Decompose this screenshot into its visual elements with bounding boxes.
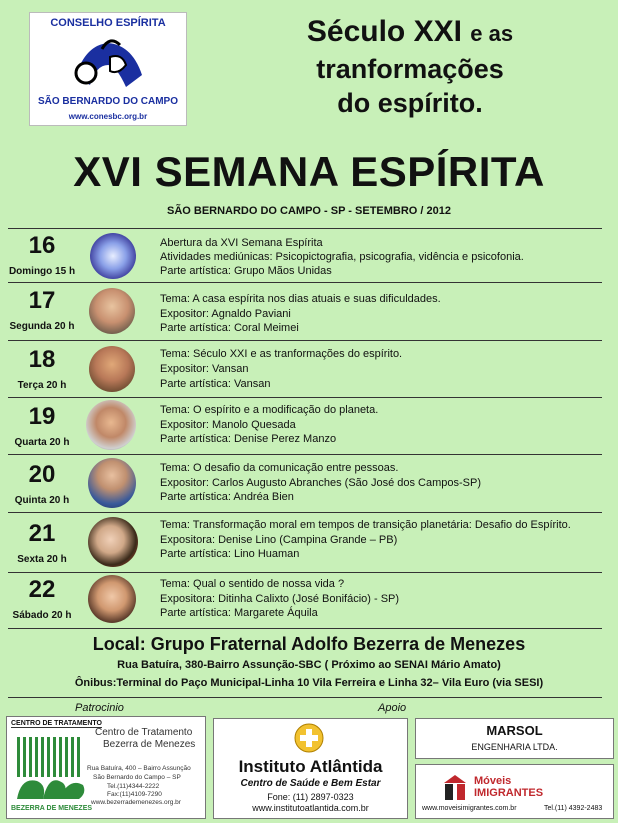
- bezerra-logo-icon: [13, 737, 89, 801]
- sponsor-sub: ENGENHARIA LTDA.: [471, 742, 558, 752]
- conselho-logo: [29, 12, 187, 126]
- headline-line2: tranformações: [316, 54, 504, 84]
- event-line: Expositor: Agnaldo Paviani: [160, 308, 291, 320]
- day-number: 17: [28, 287, 56, 314]
- event-line: Expositor: Manolo Quesada: [160, 419, 296, 431]
- day-name: Domingo 15 h: [8, 266, 76, 277]
- logo-top-text: CONSELHO ESPÍRITA: [50, 17, 166, 29]
- event-line: Parte artística: Lino Huaman: [160, 548, 300, 560]
- day-name: Sexta 20 h: [17, 554, 67, 565]
- event-line: Expositora: Denise Lino (Campina Grande – PB): [160, 534, 398, 546]
- sponsor-fax: Fax:(11)4109-7290: [107, 791, 162, 798]
- day-name: Segunda 20 h: [9, 321, 75, 332]
- event-line: Parte artística: Denise Perez Manzo: [160, 433, 337, 445]
- headline-line1-rest: e as: [470, 21, 514, 46]
- divider: [8, 340, 602, 341]
- speaker-photo: [89, 288, 135, 334]
- sponsor-name: IMIGRANTES: [474, 787, 544, 799]
- event-line: Expositora: Ditinha Calixto (José Bonifácio) - SP): [160, 593, 400, 605]
- location-title: Local: Grupo Fraternal Adolfo Bezerra de Menezes: [92, 634, 526, 654]
- speaker-photo: [86, 400, 136, 450]
- location-address: Rua Batuíra, 380-Bairro Assunção-SBC ( Próximo ao SENAI Mário Amato): [117, 659, 501, 671]
- event-line: Tema: A casa espírita nos dias atuais e suas dificuldades.: [160, 293, 441, 305]
- sponsor-marsol: [415, 718, 614, 759]
- speaker-photo: [88, 575, 136, 623]
- day-number: 22: [28, 576, 56, 603]
- logo-figure-icon: [66, 35, 150, 95]
- event-line: Abertura da XVI Semana Espírita: [160, 237, 323, 249]
- sponsor-tel: Tel.(11)4344-2222: [107, 783, 160, 790]
- logo-url: www.conesbc.org.br: [68, 112, 148, 121]
- day-number: 19: [28, 403, 56, 430]
- sponsor-name: Bezerra de Menezes: [103, 739, 196, 750]
- sponsor-web: www.bezerrademenezes.org.br: [91, 799, 181, 806]
- event-line: Parte artística: Margarete Áquila: [160, 607, 318, 619]
- day-number: 18: [28, 346, 56, 373]
- divider: [8, 454, 602, 455]
- sponsor-web: www.moveisimigrantes.com.br: [422, 805, 517, 812]
- event-line: Tema: Qual o sentido de nossa vida ?: [160, 578, 345, 590]
- atlantida-logo-icon: [294, 723, 324, 753]
- page-title: XVI SEMANA ESPÍRITA: [73, 148, 545, 195]
- bus-info: Ônibus:Terminal do Paço Municipal-Linha 10 Vila Ferreira e Linha 32– Vila Euro (via SESI): [74, 677, 544, 689]
- apoio-label: Apoio: [378, 702, 407, 714]
- sponsor-footer: BEZERRA DE MENEZES: [11, 805, 93, 812]
- patrocinio-label: Patrocinio: [75, 702, 124, 714]
- divider: [8, 697, 602, 698]
- sponsor-bezerra: [6, 716, 206, 819]
- event-line: Expositor: Carlos Augusto Abranches (São José dos Campos-SP): [160, 477, 481, 489]
- day-number: 21: [28, 520, 56, 547]
- event-line: Parte artística: Coral Meimei: [160, 322, 299, 334]
- sponsor-address: Rua Batuíra, 400 – Bairro Assunção: [87, 765, 191, 772]
- day-name: Quarta 20 h: [14, 437, 70, 448]
- sponsor-header: CENTRO DE TRATAMENTO: [11, 720, 102, 727]
- sponsor-web: www.institutoatlantida.com.br: [252, 803, 369, 813]
- headline: [205, 14, 615, 120]
- swirl-image: [90, 233, 136, 279]
- divider: [8, 397, 602, 398]
- page-subtitle: SÃO BERNARDO DO CAMPO - SP - SETEMBRO / 2012: [166, 205, 451, 217]
- event-line: Parte artística: Grupo Mãos Unidas: [160, 265, 332, 277]
- day-name: Quinta 20 h: [14, 495, 70, 506]
- sponsor-name: MARSOL: [486, 723, 543, 738]
- day-name: Terça 20 h: [17, 380, 67, 391]
- day-number: 16: [28, 232, 56, 259]
- day-number: 20: [28, 461, 56, 488]
- sponsor-tagline: Centro de Saúde e Bem Estar: [240, 778, 381, 789]
- sponsor-phone: Fone: (11) 2897-0323: [267, 792, 354, 802]
- event-line: Parte artística: Andréa Bien: [160, 491, 294, 503]
- speaker-photo: [89, 346, 135, 392]
- divider: [8, 572, 602, 573]
- event-line: Expositor: Vansan: [160, 363, 249, 375]
- speaker-photo: [88, 458, 136, 508]
- event-line: Tema: O espírito e a modificação do planeta.: [160, 404, 379, 416]
- divider: [8, 228, 602, 229]
- headline-line3: do espírito.: [337, 88, 483, 118]
- divider: [8, 282, 602, 283]
- day-name: Sábado 20 h: [12, 610, 72, 621]
- event-line: Tema: Século XXI e as tranformações do espírito.: [160, 348, 403, 360]
- sponsor-atlantida: [213, 718, 408, 819]
- sponsor-tel: Tel.(11) 4392-2483: [544, 805, 603, 812]
- moveis-logo-icon: [442, 773, 468, 801]
- headline-line1-main: Século XXI: [306, 15, 462, 48]
- divider: [8, 628, 602, 629]
- sponsor-name: Centro de Tratamento: [95, 727, 193, 738]
- speaker-photo: [88, 517, 138, 567]
- event-line: Tema: O desafio da comunicação entre pessoas.: [160, 462, 399, 474]
- sponsor-name: Instituto Atlântida: [238, 757, 383, 776]
- sponsor-address: São Bernardo do Campo – SP: [93, 774, 181, 781]
- sponsor-name: Móveis: [474, 775, 512, 787]
- event-line: Tema: Transformação moral em tempos de transição planetária: Desafio do Espírito.: [160, 519, 571, 531]
- logo-bottom-text: SÃO BERNARDO DO CAMPO: [37, 96, 178, 107]
- event-line: Parte artística: Vansan: [160, 378, 271, 390]
- divider: [8, 512, 602, 513]
- sponsor-moveis: [415, 764, 614, 819]
- event-line: Atividades mediúnicas: Psicopictografia, psicografia, vidência e psicofonia.: [160, 251, 524, 263]
